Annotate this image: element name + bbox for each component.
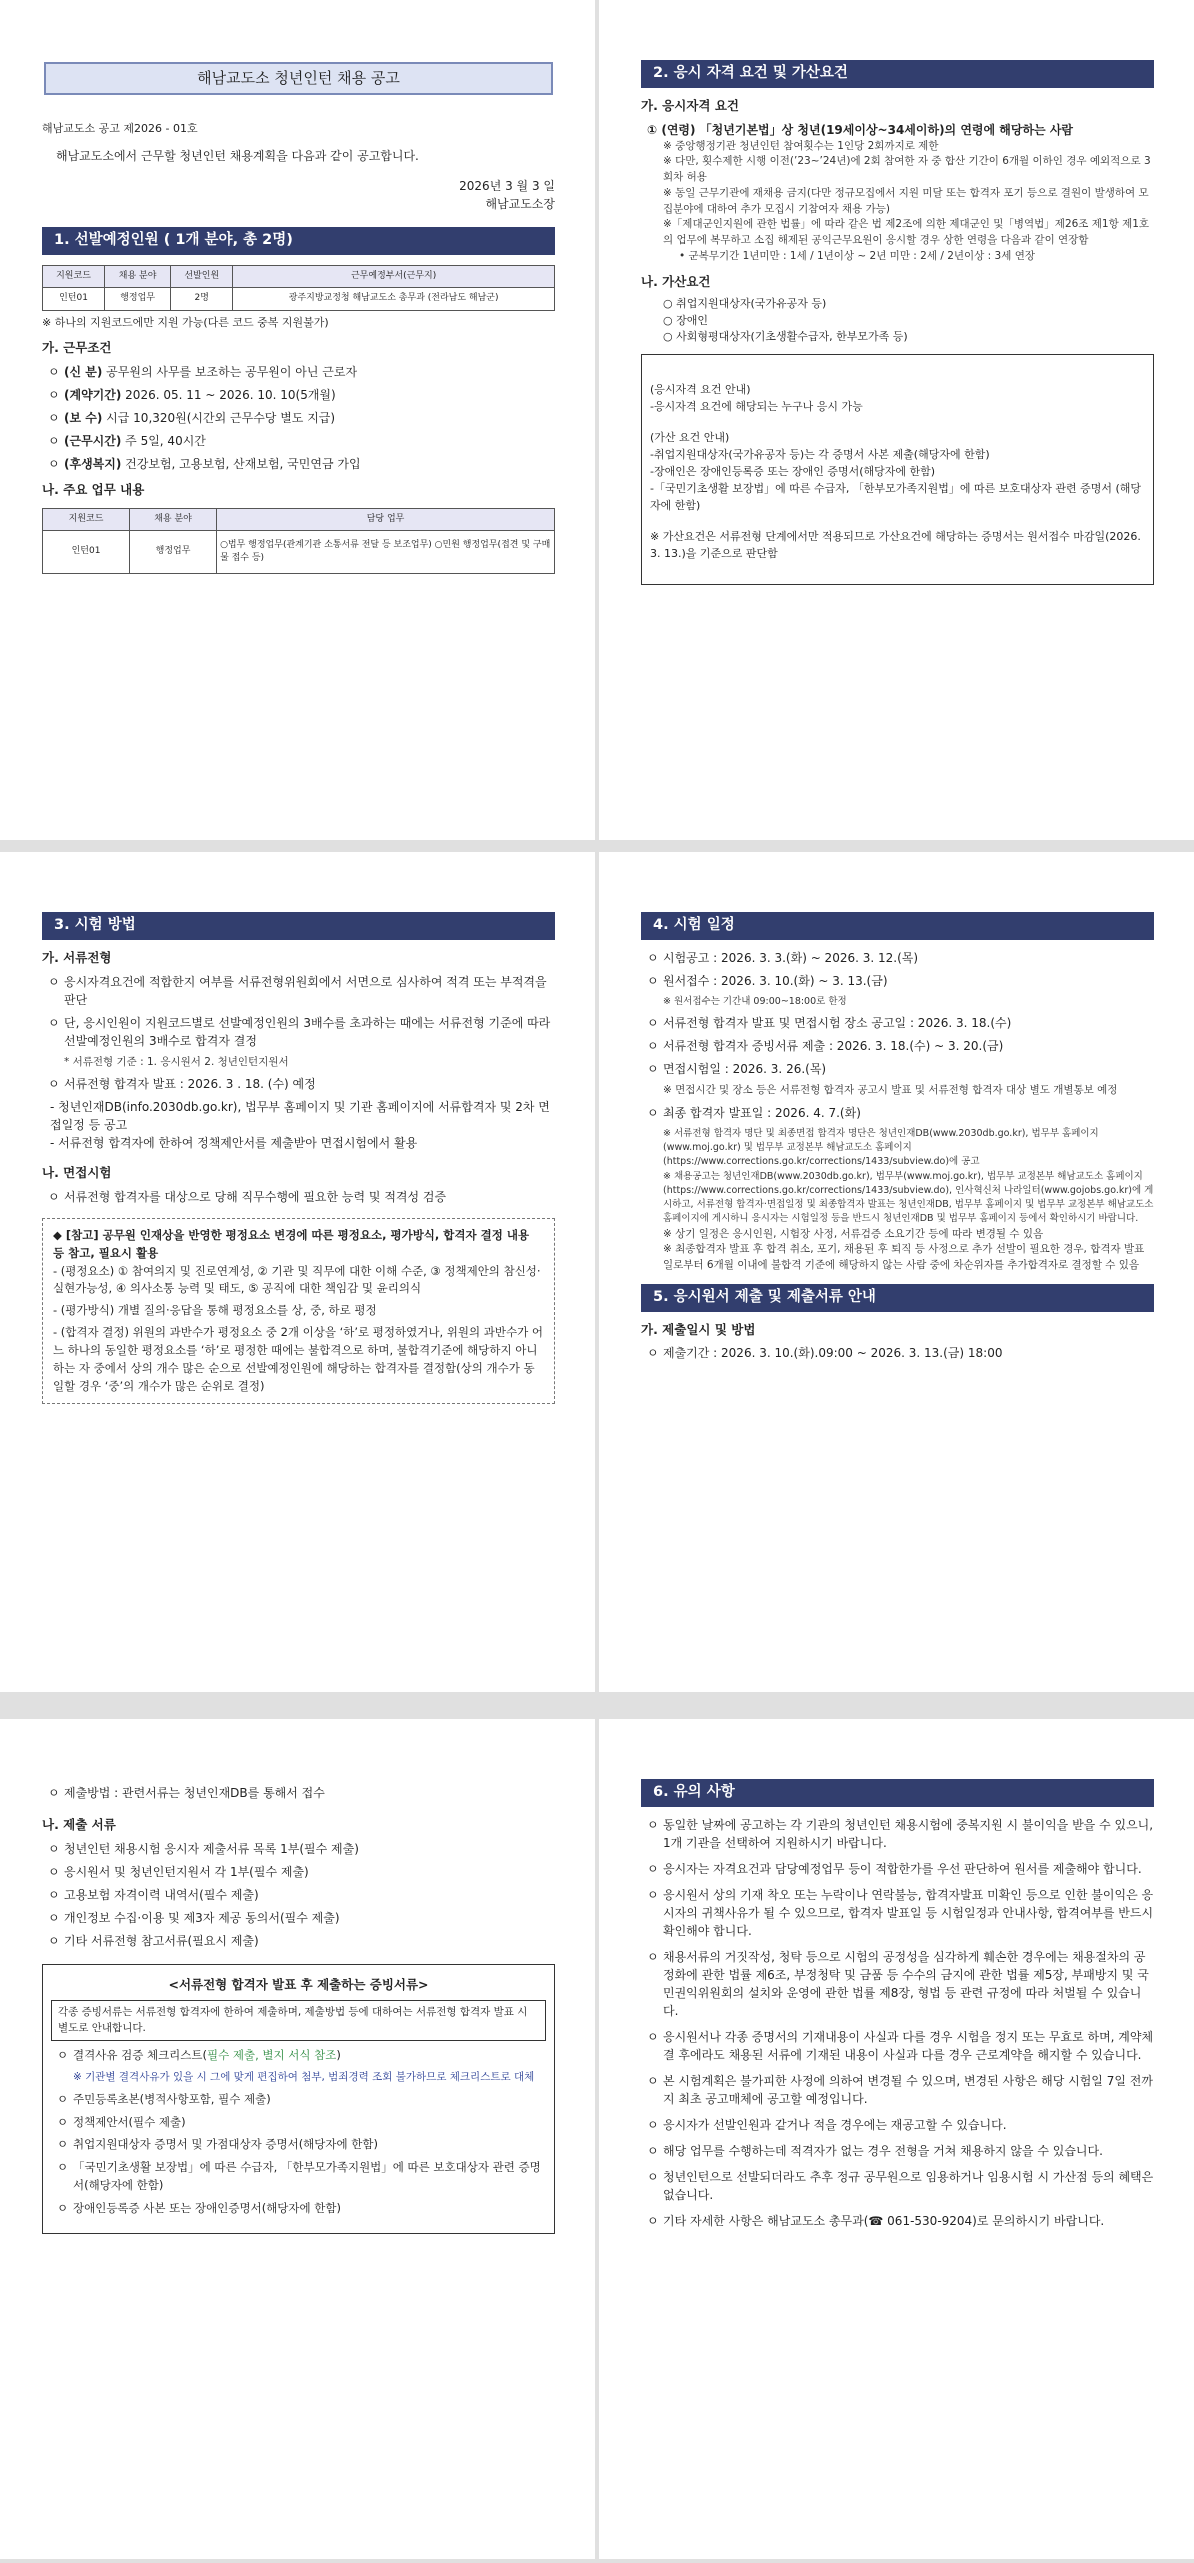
proof-item: ㅇ 주민등록초본(병적사항포함, 필수 제출) [57,2091,271,2106]
section-2-header: 2. 응시 자격 요건 및 가산요건 [641,60,1154,88]
notice-issuer: 해남교도소장 [485,197,555,211]
reference-title: ◆ [참고] 공무원 인재상을 반영한 평정요소 변경에 따른 평정요소, 평가방식, 합격자 결정 내용 등 참고, 필요시 활용 [53,1228,530,1260]
list-item: ㅇ 서류전형 합격자 발표 : 2026. 3 . 18. (수) 예정 [48,1077,316,1092]
schedule-item: ㅇ 서류전형 합격자 증빙서류 제출 : 2026. 3. 18.(수) ~ 3. 20.(금) [647,1039,1004,1053]
table-header: 채용 분야 [130,508,217,531]
table-header: 채용 분야 [105,265,171,288]
list-item: ㅇ (보 수) 시급 10,320원(시간외 근무수당 별도 지급) [48,411,336,425]
caution-item: ㅇ 채용서류의 거짓작성, 청탁 등으로 시험의 공정성을 심각하게 훼손한 경우에는 채용절차의 공정화에 관한 법률 제6조, 부정청탁 및 금품 등 수수의 금지에 관한 법률 제5장, 부패방지 및 국민권익위원회의 설치와 운영에 관한 법률 제8장, 형법 등 관련 규정에 따라 처벌될 수 있습니다. [647,1949,1149,2018]
caution-item: ㅇ 기타 자세한 사항은 해남교도소 총무과(☎ 061-530-9204)로 문의하시기 바랍니다. [647,2213,1105,2228]
table-header: 지원코드 [43,508,130,531]
section-5-header: 5. 응시원서 제출 및 제출서류 안내 [641,1284,1154,1312]
table-cell: 행정업무 [130,531,217,574]
note: ※ 서류전형 합격자 명단 및 최종면접 합격자 명단은 청년인재DB(www.2030db.go.kr), 법무부 홈페이지(www.moj.go.kr) 및 법무부 교정본부 해남교도소 홈페이지 (https://www.corrections.go.kr/corrections/1433/subview.do)에 공고 [663,1127,1099,1168]
table-header: 지원코드 [43,265,105,288]
sub-heading-eligibility: 가. 응시자격 요건 [641,97,739,113]
caution-item: ㅇ 본 시험계획은 불가피한 사정에 의하여 변경될 수 있으며, 변경된 사항은 해당 시험일 7일 전까지 최초 공고매체에 공고할 예정입니다. [647,2073,1153,2106]
section-3-header: 3. 시험 방법 [42,912,555,940]
checklist-note: ※ 기관별 결격사유가 있을 시 그에 맞게 편집하여 첨부, 범죄경력 조회 불가하므로 체크리스트로 대체 [73,2071,535,2084]
note: ※ 다만, 횟수제한 시행 이전(’23~’24년)에 2회 참여한 자 중 합산 기간이 6개월 이하인 경우 예외적으로 3회차 허용 [663,155,1151,183]
bonus-item: ○ 취업지원대상자(국가유공자 등) [663,297,827,311]
box-line: (응시자격 요건 안내) [650,382,751,396]
page-3 [0,852,595,1692]
section-1-header: 1. 선발예정인원 ( 1개 분야, 총 2명) [42,227,555,255]
note: ※ 원서접수는 기간내 09:00~18:00로 한정 [663,995,847,1007]
note: ※ 동일 근무기관에 재채용 금지(다만 정규모집에서 지원 미달 또는 합격자 포기 등으로 결원이 발생하여 모집분야에 대하여 추가 모집시 기참여자 채용 가능) [663,186,1149,215]
document-item: ㅇ 고용보험 자격이력 내역서(필수 제출) [48,1887,259,1902]
schedule-item: ㅇ 최종 합격자 발표일 : 2026. 4. 7.(화) [647,1105,861,1120]
notice-number: 해남교도소 공고 제2026 - 01호 [42,121,198,135]
list-item: ㅇ 단, 응시인원이 지원코드별로 선발예정인원의 3배수를 초과하는 때에는 서류전형 기준에 따라 선발예정인원의 3배수로 합격자 결정 [48,1015,551,1048]
eligibility-info-box [641,354,1154,585]
recruit-table [42,265,555,311]
page-1 [0,0,595,840]
proof-item: ㅇ 「국민기초생활 보장법」에 따른 수급자, 「한부모가족지원법」에 따른 보호대상자 관련 증명서(해당자에 한함) [57,2160,541,2192]
sub-heading-submission: 가. 제출일시 및 방법 [641,1321,756,1337]
sub-heading-document-screening: 가. 서류전형 [42,949,112,965]
box-line: -응시자격 요건에 해당되는 누구나 응시 가능 [650,399,863,413]
list-item: ㅇ (계약기간) 2026. 05. 11 ~ 2026. 10. 10(5개월) [48,388,336,402]
schedule-item: ㅇ 시험공고 : 2026. 3. 3.(화) ~ 2026. 3. 12.(목) [647,950,919,965]
sub-heading-interview: 나. 면접시험 [42,1165,112,1181]
caution-item: ㅇ 응시원서 상의 기재 착오 또는 누락이나 연락불능, 합격자발표 미확인 등으로 인한 불이익은 응시자의 귀책사유가 될 수 있으므로, 합격자 발표일 등 시험일정과 안내사항, 합격여부를 반드시 확인해야 합니다. [647,1887,1154,1938]
box-line: ※ 가산요건은 서류전형 단계에서만 적용되므로 가산요건에 해당하는 증명서는 원서접수 마감일(2026. 3. 13.)을 기준으로 판단함 [650,530,1141,561]
sub-heading-conditions: 가. 근무조건 [42,340,112,356]
reference-item: - (평정요소) ① 참여의지 및 진로연계성, ② 기관 및 직무에 대한 이해 수준, ③ 정책제안의 참신성·실현가능성, ④ 의사소통 능력 및 태도, ⑤ 공직에 대한 책임감 및 윤리의식 [53,1263,541,1296]
section-6-header: 6. 유의 사항 [641,1779,1154,1807]
page-2 [599,0,1194,840]
reference-item: - (평가방식) 개별 질의·응답을 통해 평정요소를 상, 중, 하로 평정 [53,1303,377,1318]
table-cell: 행정업무 [105,288,171,311]
note: ※ 상기 일정은 응시인원, 시험장 사정, 서류검증 소요기간 등에 따라 변경될 수 있음 [663,1227,1044,1240]
proof-item: ㅇ 취업지원대상자 증명서 및 가점대상자 증명서(해당자에 한함) [57,2137,378,2152]
notice-date: 2026년 3 월 3 일 [459,179,555,193]
box-note: 각종 증빙서류는 서류전형 합격자에 한하여 제출하며, 제출방법 등에 대하여는 서류전형 합격자 발표 시 별도로 안내합니다. [51,2000,546,2041]
proof-item: ㅇ 결격사유 검증 체크리스트(필수 제출, 별지 서식 참조) [57,2047,341,2062]
bonus-item: ○ 사회형평대상자(기초생활수급자, 한부모가족 등) [663,330,908,344]
box-line: -장애인은 장애인등록증 또는 장애인 증명서(해당자에 한함) [650,464,936,478]
note: ※ 최종합격자 발표 후 합격 취소, 포기, 채용된 후 퇴직 등 사정으로 추가 선발이 필요한 경우, 합격자 발표일로부터 6개월 이내에 불합격 기준에 해당하지 않는 사람 중에 차순위자를 추가합격자로 결정할 수 있음 [663,1243,1145,1271]
dash-item: - 서류전형 합격자에 한하여 정책제안서를 제출받아 면접시험에서 활용 [50,1136,418,1151]
notice-intro: 해남교도소에서 근무할 청년인턴 채용계획을 다음과 같이 공고합니다. [56,149,419,163]
proof-item: ㅇ 정책제안서(필수 제출) [57,2114,186,2129]
list-item: ㅇ 응시자격요건에 적합한지 여부를 서류전형위원회에서 서면으로 심사하여 적격 또는 부적격을 판단 [48,974,547,1007]
proof-item: ㅇ 장애인등록증 사본 또는 장애인증명서(해당자에 한함) [57,2200,341,2215]
schedule-item: ㅇ 면접시험일 : 2026. 3. 26.(목) [647,1062,827,1076]
table-cell: 인턴01 [43,288,105,311]
bonus-item: ○ 장애인 [663,313,708,327]
page-4 [599,852,1194,1692]
document-item: ㅇ 청년인턴 채용시험 응시자 제출서류 목록 1부(필수 제출) [48,1841,359,1856]
note: ※ 중앙행정기관 청년인턴 참여횟수는 1인당 2회까지로 제한 [663,139,939,152]
table-header: 근무예정부서(근무지) [233,265,555,288]
caution-item: ㅇ 동일한 날짜에 공고하는 각 기관의 청년인턴 채용시험에 중복지원 시 불이익을 받을 수 있으니, 1개 기관을 선택하여 지원하시기 바랍니다. [647,1817,1154,1850]
document-item: ㅇ 응시원서 및 청년인턴지원서 각 1부(필수 제출) [48,1864,309,1879]
sub-heading-duties: 나. 주요 업무 내용 [42,482,145,497]
table-cell: ○법무 행정업무(관계기관 소통서류 전달 등 보조업무) ○민원 행정업무(접견 및 구매물 접수 등) [217,531,555,574]
age-requirement: ① (연령) 「청년기본법」상 청년(19세이상~34세이하)의 연령에 해당하는 사람 [647,122,1074,137]
caution-item: ㅇ 응시자가 선발인원과 같거나 적을 경우에는 재공고할 수 있습니다. [647,2117,1007,2132]
submission-method: ㅇ 제출방법 : 관련서류는 청년인재DB를 통해서 접수 [48,1786,325,1800]
section-4-header: 4. 시험 일정 [641,912,1154,940]
schedule-item: ㅇ 서류전형 합격자 발표 및 면접시험 장소 공고일 : 2026. 3. 18.(수) [647,1016,1012,1030]
caution-item: ㅇ 해당 업무를 수행하는데 적격자가 없는 경우 전형을 거쳐 채용하지 않을 수 있습니다. [647,2143,1103,2158]
box-title: <서류전형 합격자 발표 후 제출하는 증빙서류> [168,1976,429,1992]
note: ※「제대군인지원에 관한 법률」에 따라 같은 법 제2조에 의한 제대군인 및「병역법」제26조 제1항 제1호의 업무에 복무하고 소집 해제된 공익근무요원이 응시할 경우 상한 연령을 다음과 같이 연장함 [663,218,1150,246]
caution-item: ㅇ 응시자는 자격요건과 담당예정업무 등이 적합한가를 우선 판단하여 원서를 제출해야 합니다. [647,1861,1142,1876]
screening-criteria: * 서류전형 기준 : 1. 응시원서 2. 청년인턴지원서 [64,1055,289,1068]
proof-docs-box [42,1964,555,2234]
table-cell: 2명 [171,288,233,311]
dash-item: - 청년인재DB(info.2030db.go.kr), 법무부 홈페이지 및 기관 홈페이지에 서류합격자 및 2차 면접일정 등 공고 [50,1100,550,1133]
table-note: ※ 하나의 지원코드에만 지원 가능(다른 코드 중복 지원불가) [42,315,329,329]
table-cell: 인턴01 [43,531,130,574]
document-item: ㅇ 기타 서류전형 참고서류(필요시 제출) [48,1933,259,1948]
schedule-item: ㅇ 원서접수 : 2026. 3. 10.(화) ~ 3. 13.(금) [647,973,888,988]
box-line: -취업지원대상자(국가유공자 등)는 각 증명서 사본 제출(해당자에 한함) [650,447,990,461]
reference-box [42,1218,555,1404]
table-header: 선발인원 [171,265,233,288]
table-header: 담당 업무 [217,508,555,531]
list-item: ㅇ (후생복지) 건강보험, 고용보험, 산재보험, 국민연금 가입 [48,457,361,471]
page-5 [0,1719,595,2559]
box-line: (가산 요건 안내) [650,430,730,444]
duty-table [42,508,555,574]
note: ※ 면접시간 및 장소 등은 서류전형 합격자 공고시 발표 및 서류전형 합격자 대상 별도 개별통보 예정 [663,1084,1118,1096]
page-6 [599,1719,1194,2559]
table-cell: 광주지방교정청 해남교도소 총무과 (전라남도 해남군) [233,288,555,311]
sub-heading-bonus: 나. 가산요건 [641,273,711,289]
notice-title: 해남교도소 청년인턴 채용 공고 [44,62,553,95]
caution-item: ㅇ 응시원서나 각종 증명서의 기재내용이 사실과 다를 경우 시험을 정지 또는 무효로 하며, 계약체결 후에라도 채용된 서류에 기재된 내용이 사실과 다를 경우 근로계약을 해지할 수 있습니다. [647,2029,1154,2062]
list-item: ㅇ (근무시간) 주 5일, 40시간 [48,434,206,448]
note: ※ 채용공고는 청년인재DB(www.2030db.go.kr), 법무부(www.moj.go.kr), 법무부 교정본부 해남교도소 홈페이지(https://www.corrections.go.kr/corrections/1433/subview.do), 인사혁신처 나라일터(www.gojobs.go.kr)에 게시하고, 서류전형 합격자·면접일정 및 최종합격자 발표는 청년인재DB, 법무부 홈페이지 및 법무부 교정본부 해남교도소 홈페이지에 게시하니 응시자는 시험일정 등을 반드시 청년인재DB 및 법무부 홈페이지 등에서 확인하시기 바랍니다. [663,1170,1154,1225]
sub-heading-documents: 나. 제출 서류 [42,1817,116,1832]
submission-period: ㅇ 제출기간 : 2026. 3. 10.(화).09:00 ~ 2026. 3. 13.(금) 18:00 [647,1346,1003,1361]
reference-item: - (합격자 결정) 위원의 과반수가 평정요소 중 2개 이상을 ‘하’로 평정하였거나, 위원의 과반수가 어느 하나의 동일한 평정요소를 ‘하’로 평정한 때에는 불합격으로 하며, 불합격기준에 해당하지 아니하는 자 중에서 상의 개수 많은 순으로 선발예정인원에 해당하는 합격자를 결정함(상의 개수가 동일할 경우 ‘중’의 개수가 많은 순위로 결정) [53,1325,543,1393]
caution-item: ㅇ 청년인턴으로 선발되더라도 추후 정규 공무원으로 임용하거나 임용시험 시 가산점 등의 혜택은 없습니다. [647,2169,1154,2202]
list-item: ㅇ (신 분) 공무원의 사무를 보조하는 공무원이 아닌 근로자 [48,365,358,379]
military-extension: • 군복무기간 1년미만 : 1세 / 1년이상 ~ 2년 미만 : 2세 / 2년이상 : 3세 연장 [679,249,1035,262]
document-item: ㅇ 개인정보 수집·이용 및 제3자 제공 동의서(필수 제출) [48,1910,340,1925]
box-line: -「국민기초생활 보장법」에 따른 수급자, 「한부모가족지원법」에 따른 보호대상자 관련 증명서 (해당자에 한함) [650,481,1142,513]
list-item: ㅇ 서류전형 합격자를 대상으로 당해 직무수행에 필요한 능력 및 적격성 검증 [48,1190,447,1204]
